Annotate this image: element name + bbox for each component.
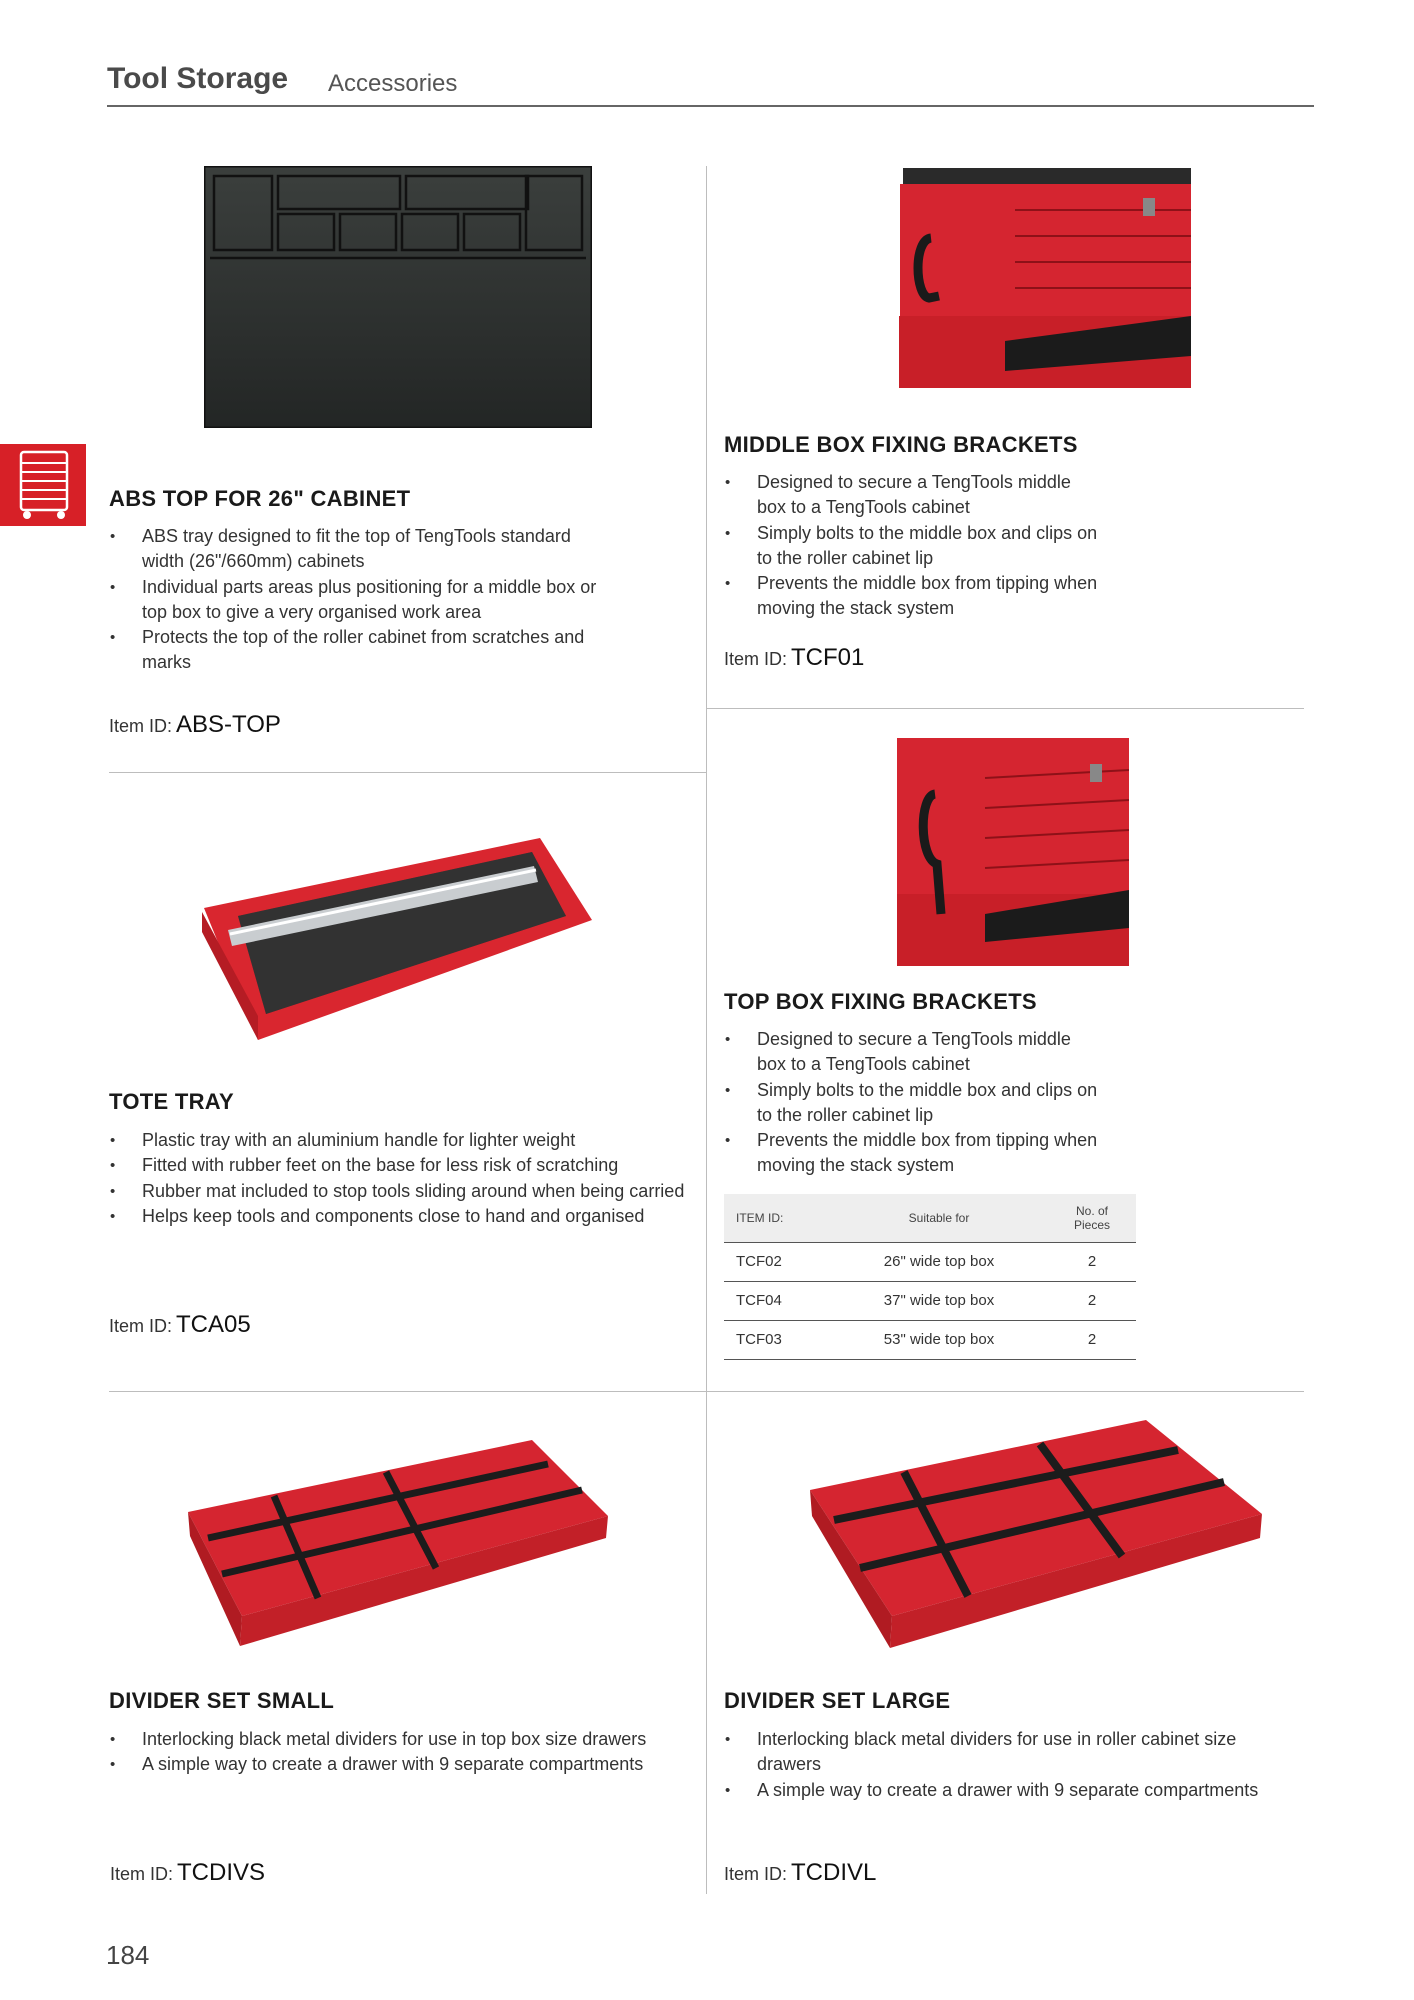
feature-item: • Prevents the middle box from tipping when moving the stack system [724, 571, 1104, 622]
table-row [724, 1281, 1136, 1320]
table-header: No. of Pieces [1048, 1194, 1136, 1242]
item-id-label: Item ID: [724, 649, 788, 669]
table-cell: 26" wide top box [830, 1242, 1048, 1281]
product-title: ABS TOP FOR 26" CABINET [109, 486, 411, 511]
item-id-line [724, 1859, 876, 1887]
spec-table [724, 1194, 1136, 1360]
divider-set-small-image [188, 1440, 608, 1648]
feature-item: • Plastic tray with an aluminium handle for lighter weight [109, 1128, 689, 1153]
feature-item: • Interlocking black metal dividers for use in top box size drawers [109, 1727, 669, 1752]
feature-list [724, 1027, 1104, 1179]
item-id-label: Item ID: [109, 1316, 173, 1336]
table-cell: 53" wide top box [830, 1320, 1048, 1359]
feature-list [724, 1727, 1304, 1803]
feature-item: • Rubber mat included to stop tools sliding around when being carried [109, 1179, 689, 1204]
header-rule [107, 105, 1314, 107]
row-divider [109, 1391, 1304, 1392]
middle-box-image [895, 166, 1191, 390]
product-title: TOP BOX FIXING BRACKETS [724, 989, 1037, 1014]
feature-item: • ABS tray designed to fit the top of TengTools standard width (26"/660mm) cabinets [109, 524, 609, 575]
feature-list [109, 1128, 689, 1229]
feature-item: • Fitted with rubber feet on the base for less risk of scratching [109, 1153, 689, 1178]
table-row [724, 1242, 1136, 1281]
feature-list [109, 1727, 669, 1778]
feature-item: • A simple way to create a drawer with 9 separate compartments [724, 1778, 1304, 1803]
item-id-label: Item ID: [110, 1864, 174, 1884]
feature-item: • Interlocking black metal dividers for use in roller cabinet size drawers [724, 1727, 1304, 1778]
product-title: DIVIDER SET LARGE [724, 1688, 951, 1713]
table-cell: 37" wide top box [830, 1281, 1048, 1320]
feature-item: • Individual parts areas plus positioning for a middle box or top box to give a very organised work area [109, 575, 609, 626]
table-cell: 2 [1048, 1281, 1136, 1320]
feature-item: • Designed to secure a TengTools middle box to a TengTools cabinet [724, 1027, 1104, 1078]
item-id: TCA05 [176, 1311, 251, 1338]
item-id-line [109, 1311, 251, 1339]
feature-list [109, 524, 609, 676]
item-id: TCDIVS [177, 1859, 266, 1886]
feature-item: • Designed to secure a TengTools middle box to a TengTools cabinet [724, 470, 1104, 521]
table-header: Suitable for [830, 1194, 1048, 1242]
item-id-line [110, 1859, 265, 1887]
tool-cabinet-icon [0, 444, 86, 526]
table-cell: TCF03 [724, 1320, 830, 1359]
tote-tray-image [200, 836, 592, 1042]
product-title: MIDDLE BOX FIXING BRACKETS [724, 432, 1078, 457]
item-id: TCDIVL [791, 1859, 877, 1886]
page-title: Tool Storage [107, 62, 289, 95]
page-subtitle: Accessories [328, 70, 458, 97]
item-id-line [109, 711, 281, 739]
item-id: ABS-TOP [176, 711, 281, 738]
feature-item: • Simply bolts to the middle box and clips on to the roller cabinet lip [724, 521, 1104, 572]
table-cell: 2 [1048, 1242, 1136, 1281]
feature-item: • Simply bolts to the middle box and clips on to the roller cabinet lip [724, 1078, 1104, 1129]
divider-set-large-image [810, 1420, 1262, 1652]
row-divider [706, 708, 1304, 709]
page-number: 184 [106, 1940, 150, 1970]
feature-list [724, 470, 1104, 622]
feature-item: • A simple way to create a drawer with 9 separate compartments [109, 1752, 669, 1777]
top-box-image [895, 738, 1129, 966]
item-id-label: Item ID: [109, 716, 173, 736]
table-cell: TCF02 [724, 1242, 830, 1281]
row-divider [109, 772, 706, 773]
table-cell: 2 [1048, 1320, 1136, 1359]
section-tab [0, 444, 86, 526]
column-divider [706, 166, 707, 1894]
item-id-label: Item ID: [724, 1864, 788, 1884]
product-title: DIVIDER SET SMALL [109, 1688, 335, 1713]
item-id: TCF01 [791, 644, 865, 671]
table-row [724, 1320, 1136, 1359]
table-header: ITEM ID: [724, 1194, 830, 1242]
item-id-line [724, 644, 864, 672]
product-title: TOTE TRAY [109, 1089, 234, 1114]
feature-item: • Prevents the middle box from tipping when moving the stack system [724, 1128, 1104, 1179]
feature-item: • Protects the top of the roller cabinet from scratches and marks [109, 625, 609, 676]
table-cell: TCF04 [724, 1281, 830, 1320]
feature-item: • Helps keep tools and components close to hand and organised [109, 1204, 689, 1229]
abs-top-tray-image [204, 166, 592, 428]
